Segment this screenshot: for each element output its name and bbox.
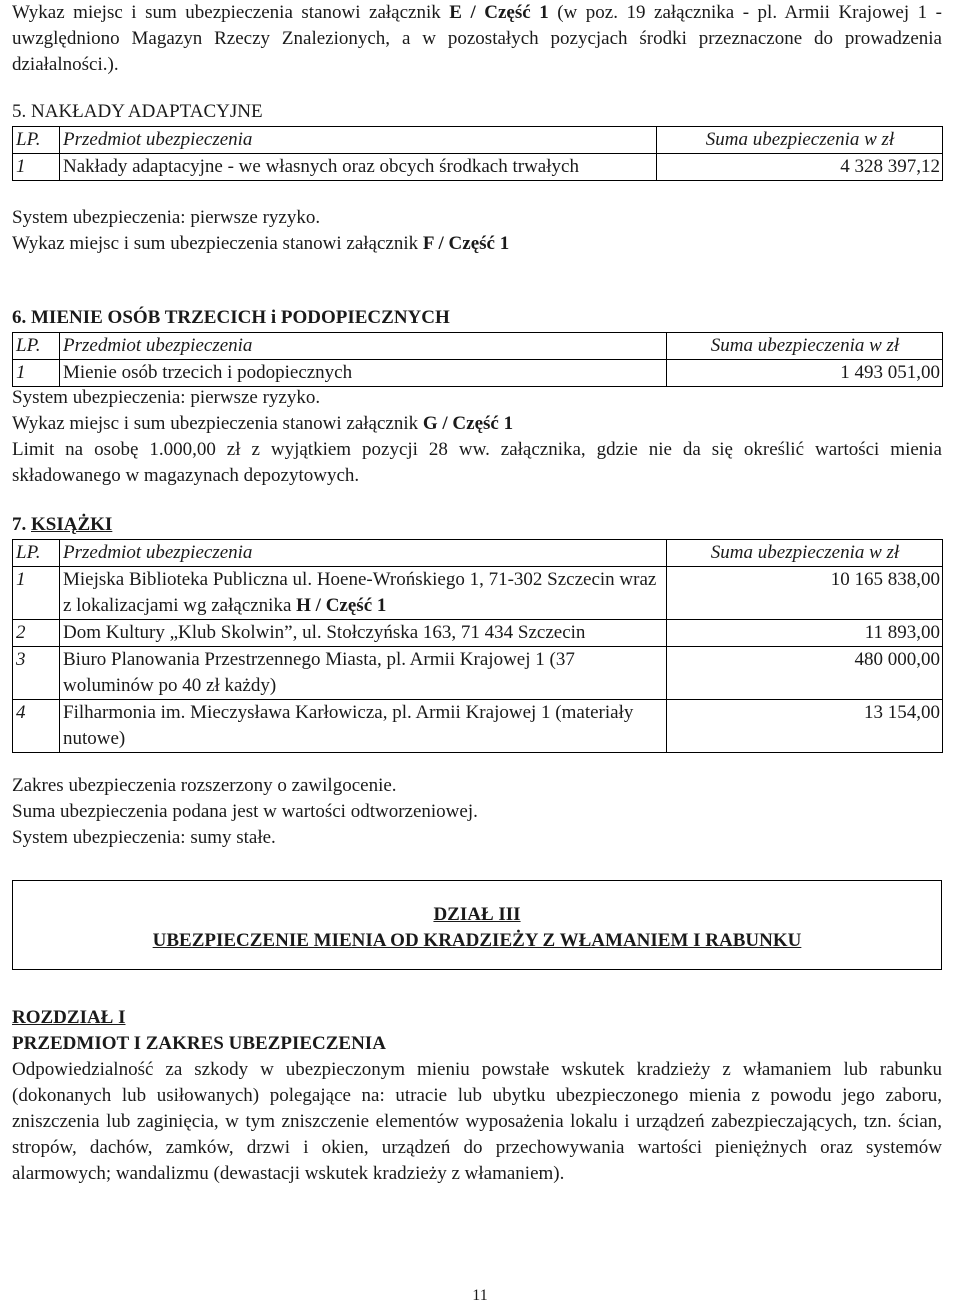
section-7-name: KSIĄŻKI (31, 514, 113, 535)
table-row (13, 620, 943, 647)
table-row (13, 567, 943, 620)
intro-text-a: Wykaz miejsc i sum ubezpieczenia stanowi załącznik (12, 2, 450, 23)
intro-attachment-ref: E / Część 1 (449, 2, 549, 23)
row-lp: 1 (13, 567, 60, 620)
row-lp: 4 (13, 700, 60, 753)
col-lp-header: LP. (13, 333, 60, 360)
col-sum-header: Suma ubezpieczenia w zł (667, 540, 943, 567)
section-7-note-1: Zakres ubezpieczenia rozszerzony o zawilgocenie. (12, 775, 397, 796)
section-6-system: System ubezpieczenia: pierwsze ryzyko. (12, 387, 321, 408)
section-5-system: System ubezpieczenia: pierwsze ryzyko. (12, 207, 321, 228)
row-item: Biuro Planowania Przestrzennego Miasta, pl. Armii Krajowej 1 (37 woluminów po 40 zł każdy) (60, 647, 667, 700)
intro-text-c: (w poz. 19 załącznika - pl. Armii Krajowej 1 - uwzględniono Magazyn Rzeczy Znalezionych, a w pozostałych pozycjach środki przeznaczone do prowadzenia działalności.). (12, 2, 942, 75)
section-5-table (12, 126, 943, 181)
row-sum: 1 493 051,00 (667, 360, 943, 387)
section-6-wykaz (12, 411, 513, 437)
col-lp-header: LP. (13, 127, 60, 154)
section-6-limit: Limit na osobę 1.000,00 zł z wyjątkiem pozycji 28 ww. załącznika, gdzie nie da się określić wartości mienia składowanego w magazynach depozytowych. (12, 439, 942, 486)
col-item-header: Przedmiot ubezpieczenia (60, 127, 657, 154)
wykaz-text: Wykaz miejsc i sum ubezpieczenia stanowi załącznik (12, 413, 423, 434)
section-7-note-3: System ubezpieczenia: sumy stałe. (12, 827, 276, 848)
row-sum: 11 893,00 (667, 620, 943, 647)
row-attachment-ref: H / Część 1 (296, 595, 387, 616)
table-header-row (13, 333, 943, 360)
col-lp-header: LP. (13, 540, 60, 567)
row-sum: 13 154,00 (667, 700, 943, 753)
row-sum: 4 328 397,12 (657, 154, 943, 181)
intro-paragraph (12, 0, 942, 78)
page-number: 11 (472, 1287, 488, 1304)
row-sum: 480 000,00 (667, 647, 943, 700)
row-item: Filharmonia im. Mieczysława Karłowicza, pl. Armii Krajowej 1 (materiały nutowe) (60, 700, 667, 753)
section-6-table (12, 332, 943, 387)
section-7-number: 7. (12, 514, 31, 535)
row-item-text: Miejska Biblioteka Publiczna ul. Hoene-Wrońskiego 1, 71-302 Szczecin wraz z lokalizacjami wg załącznika (63, 569, 657, 616)
table-header-row (13, 127, 943, 154)
section-7-title (12, 512, 112, 538)
section-5-title: 5. NAKŁADY ADAPTACYJNE (12, 101, 263, 122)
row-lp: 3 (13, 647, 60, 700)
section-7-note-2: Suma ubezpieczenia podana jest w wartości odtworzeniowej. (12, 801, 478, 822)
rozdzial-title: ROZDZIAŁ I (12, 1007, 126, 1028)
col-sum-header: Suma ubezpieczenia w zł (667, 333, 943, 360)
row-lp: 1 (13, 154, 60, 181)
wykaz-text: Wykaz miejsc i sum ubezpieczenia stanowi załącznik (12, 233, 423, 254)
dzial-heading-box (12, 880, 942, 970)
row-lp: 2 (13, 620, 60, 647)
row-item (60, 567, 667, 620)
table-row (13, 700, 943, 753)
row-item: Dom Kultury „Klub Skolwin”, ul. Stołczyńska 163, 71 434 Szczecin (60, 620, 667, 647)
rozdzial-subtitle: PRZEDMIOT I ZAKRES UBEZPIECZENIA (12, 1033, 386, 1054)
row-sum: 10 165 838,00 (667, 567, 943, 620)
dzial-number: DZIAŁ III (433, 904, 521, 925)
section-7-table (12, 539, 943, 753)
col-item-header: Przedmiot ubezpieczenia (60, 540, 667, 567)
table-row (13, 647, 943, 700)
dzial-title: UBEZPIECZENIE MIENIA OD KRADZIEŻY Z WŁAMANIEM I RABUNKU (152, 930, 802, 951)
section-5-wykaz (12, 231, 509, 257)
row-item: Nakłady adaptacyjne - we własnych oraz obcych środkach trwałych (60, 154, 657, 181)
wykaz-attachment-ref: F / Część 1 (422, 233, 510, 254)
row-item: Mienie osób trzecich i podopiecznych (60, 360, 667, 387)
table-header-row (13, 540, 943, 567)
col-item-header: Przedmiot ubezpieczenia (60, 333, 667, 360)
wykaz-attachment-ref: G / Część 1 (422, 413, 514, 434)
rozdzial-body: Odpowiedzialność za szkody w ubezpieczonym mieniu powstałe wskutek kradzieży z włamaniem lub rabunku (dokonanych lub usiłowanych) polegające na: utracie lub ubytku ubezpieczonego mienia z powodu jego zaboru, zniszczenia lub zaginięcia, w tym zniszczenie elementów wyposażenia lokalu i urządzeń zabezpieczających, tzn. ścian, stropów, dachów, zamków, drzwi i okien, urządzeń do przechowywania wartości pieniężnych oraz systemów alarmowych; wandalizmu (dewastacji wskutek kradzieży z włamaniem). (12, 1059, 942, 1184)
row-lp: 1 (13, 360, 60, 387)
table-row (13, 360, 943, 387)
table-row (13, 154, 943, 181)
section-6-title: 6. MIENIE OSÓB TRZECICH i PODOPIECZNYCH (12, 307, 450, 328)
col-sum-header: Suma ubezpieczenia w zł (657, 127, 943, 154)
